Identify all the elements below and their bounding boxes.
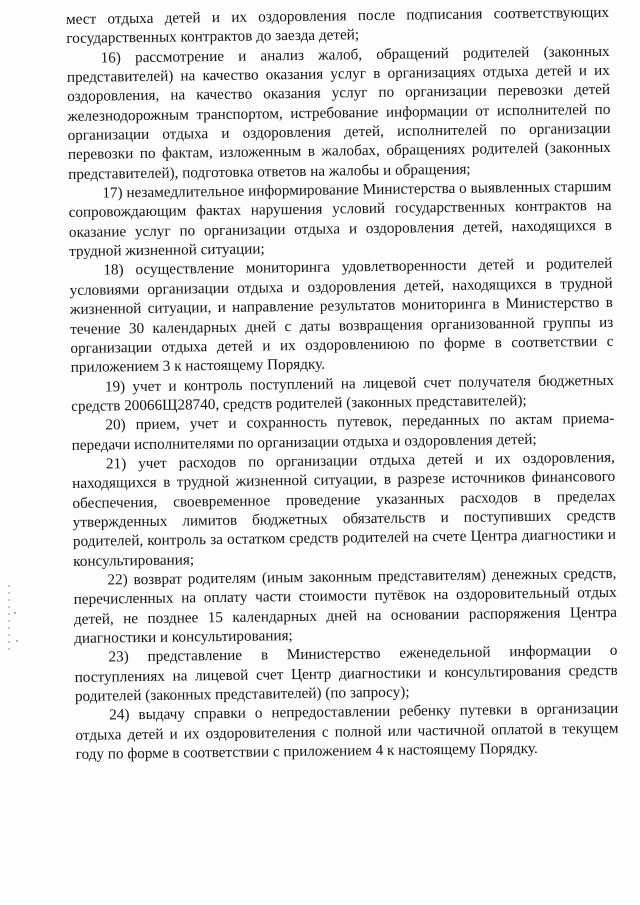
scan-speck xyxy=(14,612,16,614)
paragraph-item-20: 20) прием, учет и сохранность путевок, переданных по актам приема-передачи исполнителями по организации отдыха и оздоровления детей; xyxy=(71,410,615,454)
paragraph-continuation: мест отдыха детей и их оздоровления после подписания соответствующих государственных контрактов до заезда детей; xyxy=(66,3,610,48)
paragraph-item-24: 24) выдачу справки о непредоставлении ребенку путевки в организации отдыха детей и их оздоровителения с полной или частичной оплатой в текущем году по форме в соответствии с приложением 4 к настоящему Порядку. xyxy=(75,700,619,763)
paragraph-item-19: 19) учет и контроль поступлений на лицевой счет получателя бюджетных средств 20066Щ28740, средств родителей (законных представителей); xyxy=(71,371,614,415)
paragraph-item-21: 21) учет расходов по организации отдыха детей и их оздоровления, находящихся в трудной жизненной ситуации, в разрезе источников финансового обеспечения, своевременное проведение указанных расходов в пределах утвержденных лимитов бюджетных обязательств и поступивших средств родителей, контроль за остатком средств родителей на счете Центра диагностики и консультирования; xyxy=(72,448,617,570)
scan-speck xyxy=(16,640,18,642)
paragraph-item-17: 17) незамедлительное информирование Министерства о выявленных старшим сопровождающим фактах нарушения условий государственных контрактов на оказание услуг по организации отдыха и оздоровления детей, находящихся в трудной жизненной ситуации; xyxy=(68,177,612,261)
page-bottom-edge xyxy=(0,895,640,905)
paragraph-item-22: 22) возврат родителям (иным законным представителям) денежных средств, перечисленных на оплату части стоимости путёвок на оздоровительный отдых детей, не позднее 15 календарных дней на основании распоряжения Центра диагностики и консультирования; xyxy=(73,564,618,647)
scan-margin-artifact xyxy=(8,585,10,655)
paragraph-item-16: 16) рассмотрение и анализ жалоб, обращений родителей (законных представителей) на качество оказания услуг в организациях отдыха детей и их оздоровления, на качество оказания услуг по организации перевозки детей железнодорожным транспортом, истребование информации от исполнителей по организации отдыха и оздоровления детей, исполнителей по организации перевозки по фактам, изложенным в жалобах, обращениях родителей (законных представителей), подготовка ответов на жалобы и обращения; xyxy=(66,42,611,183)
document-body xyxy=(66,3,619,764)
paragraph-item-18: 18) осуществление мониторинга удовлетворенности детей и родителей условиями организации отдыха и оздоровления детей, находящихся в трудной жизненной ситуации, и направление результатов мониторинга в Министерство в течение 30 календарных дней с даты возвращения организованной группы из организации отдыха детей и их оздоровлениюю по форме в соответствии с приложением 3 к настоящему Порядку. xyxy=(69,255,614,377)
paragraph-item-23: 23) представление в Министерство еженедельной информации о поступлениях на лицевой счет Центр диагностики и консультирования средств родителей (законных представителей) (по запросу); xyxy=(74,642,618,705)
